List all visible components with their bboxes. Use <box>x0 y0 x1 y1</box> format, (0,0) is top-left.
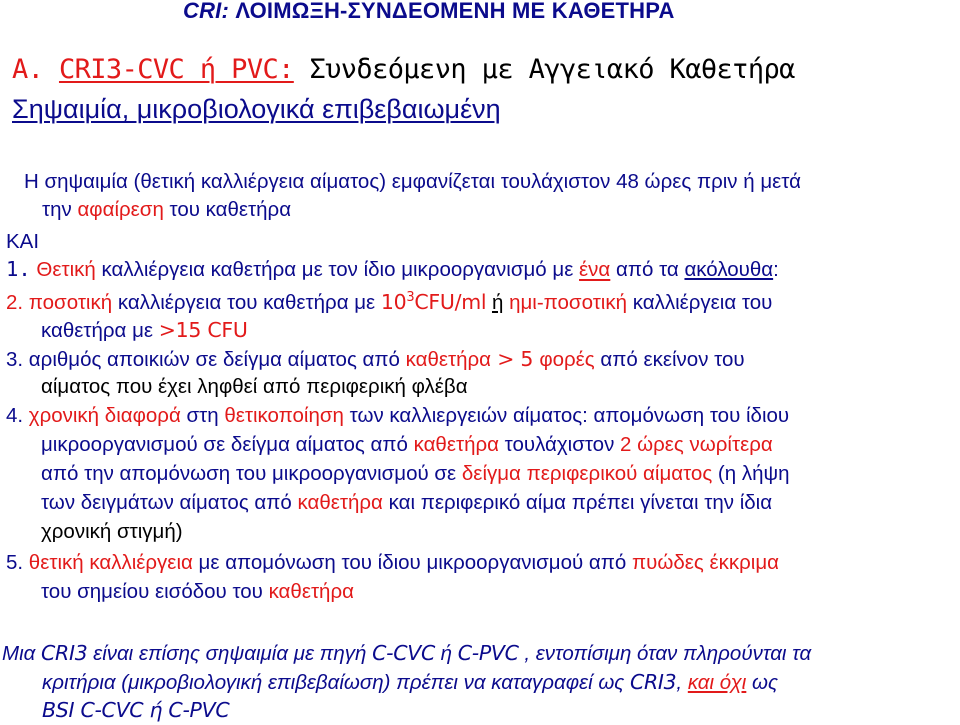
criterion-3: 3. αριθμός αποικιών σε δείγμα αίματος από καθετήρα > 5 φορές από εκείνον του <box>6 347 745 371</box>
criterion-3-cont: αίματος που έχει ληφθεί από περιφερική φλέβα <box>41 375 468 398</box>
conjunction-kai: ΚΑΙ <box>6 230 40 253</box>
criterion-5-cont: του σημείου εισόδου του καθετήρα <box>41 580 354 603</box>
criterion-5: 5. θετική καλλιέργεια με απομόνωση του ίδιου μικροοργανισμού από πυώδες έκκριμα <box>6 551 779 574</box>
heading-title: Συνδεόμενη με Αγγειακό Καθετήρα <box>293 54 795 85</box>
criterion-2-cont: καθετήρα με >15 CFU <box>41 318 248 342</box>
note-line-2: κριτήρια (μικροβιολογική επιβεβαίωση) πρέπει να καταγραφεί ως CRI3, και όχι ως <box>42 670 778 694</box>
criterion-4-cont-3: των δειγμάτων αίματος από καθετήρα και περιφερικό αίμα πρέπει γίνεται την ίδια <box>41 491 773 514</box>
criterion-2: 2. ποσοτική καλλιέργεια του καθετήρα με $10^3CFU/ml$ ή ημι-ποσοτική καλλιέργεια του <box>6 290 773 314</box>
criterion-4: 4. χρονική διαφορά στη θετικοποίηση των καλλιεργειών αίματος: απομόνωση του ίδιου <box>6 404 790 427</box>
note-line-1: Μια CRI3 είναι επίσης σηψαιμία με πηγή C-CVC ή C-PVC , εντοπίσιμη όταν πληρούνται τα <box>2 641 812 665</box>
heading-line: A. CRI3-CVC ή PVC: Συνδεόμενη με Αγγειακό Καθετήρα <box>12 54 795 85</box>
slide-title: CRI: ΛΟΙΜΩΞΗ-ΣΥΝΔΕΟΜΕΝΗ ΜΕ ΚΑΘΕΤΗΡΑ <box>183 0 675 23</box>
criterion-4-cont-1: μικροοργανισμού σε δείγμα αίματος από καθετήρα τουλάχιστον 2 ώρες νωρίτερα <box>41 433 773 456</box>
intro-line-2: την αφαίρεση του καθετήρα <box>42 198 292 221</box>
intro-line-1: Η σηψαιμία (θετική καλλιέργεια αίματος) εμφανίζεται τουλάχιστον 48 ώρες πριν ή μετά <box>24 170 801 193</box>
note-line-3: BSI C-CVC ή C-PVC <box>42 698 230 722</box>
criterion-4-cont-4: χρονική στιγμή) <box>41 520 183 543</box>
criterion-4-cont-2: από την απομόνωση του μικροοργανισμού σε δείγμα περιφερικού αίματος (η λήψη <box>41 462 790 485</box>
heading-subtitle: Σηψαιμία, μικροβιολογικά επιβεβαιωμένη <box>12 94 501 124</box>
criterion-1: 1. Θετική καλλιέργεια καθετήρα με τον ίδιο μικροοργανισμό με ένα από τα ακόλουθα: <box>6 257 779 281</box>
heading-code: CRI3-CVC ή PVC: <box>58 54 294 85</box>
